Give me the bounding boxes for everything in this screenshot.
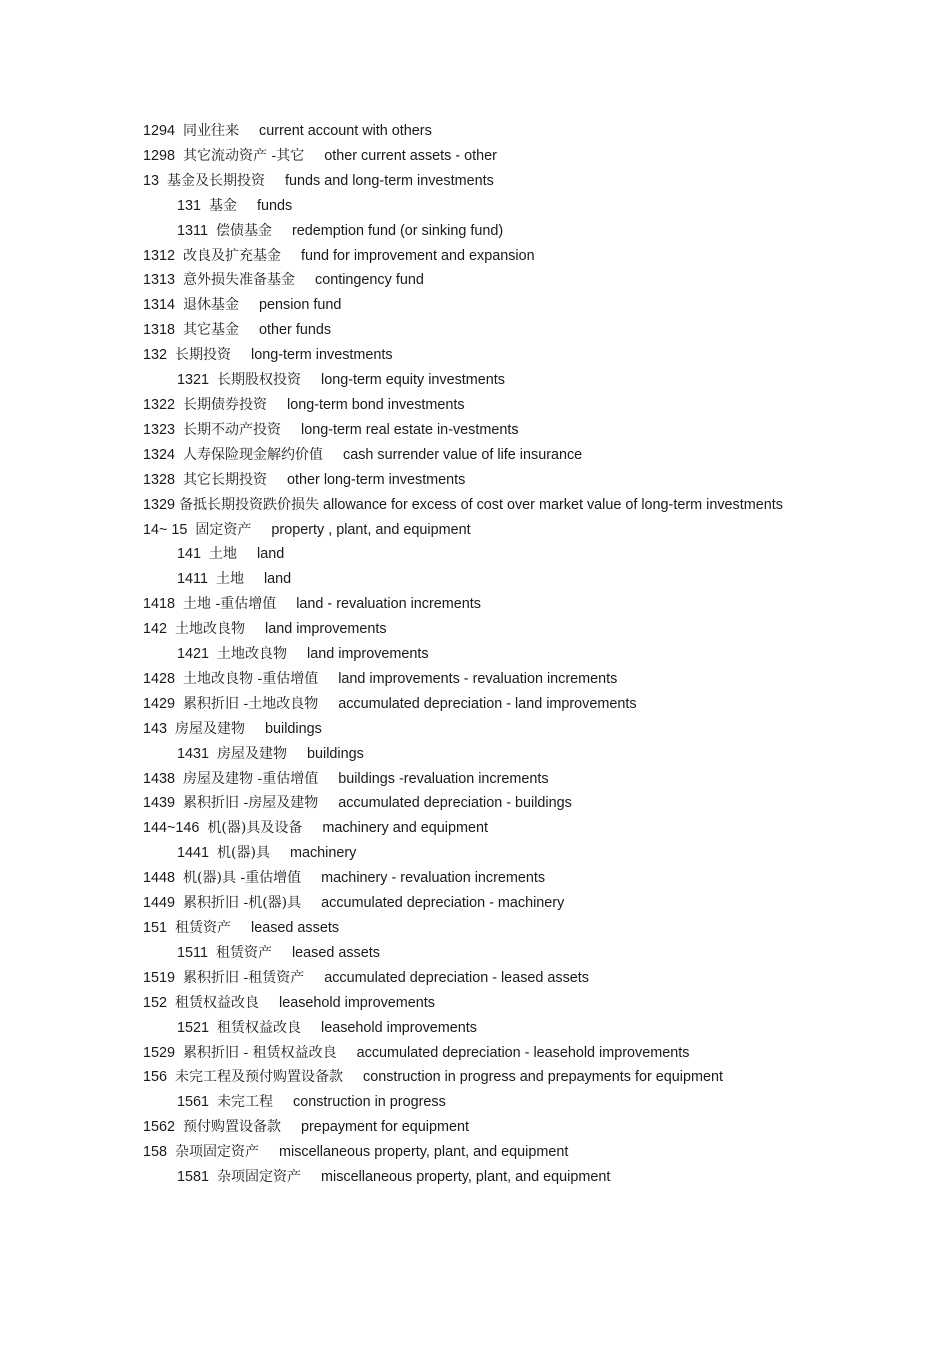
account-name-english: long-term bond investments <box>287 396 465 413</box>
account-name-chinese: 土地改良物 <box>175 621 246 638</box>
account-name-chinese: 房屋及建物 <box>175 720 246 737</box>
account-name-chinese: 未完工程及预付购置设备款 <box>175 1069 344 1086</box>
account-code: 1298 <box>143 147 176 164</box>
account-code: 156 <box>143 1069 168 1086</box>
account-name-chinese: 长期投资 <box>175 347 232 364</box>
account-code: 151 <box>143 920 168 936</box>
account-name-chinese: 固定资产 <box>195 521 252 538</box>
account-name-english: other current assets - other <box>324 147 497 164</box>
account-name-chinese: 机(器)具 <box>217 845 270 862</box>
account-name-english: miscellaneous property, plant, and equipment <box>279 1144 569 1161</box>
account-name-english: funds and long-term investments <box>285 172 494 189</box>
account-code: 1581 <box>177 1169 210 1186</box>
account-name-chinese: 长期股权投资 <box>217 372 302 389</box>
account-name-english: long-term equity investments <box>321 372 505 389</box>
account-name-english: long-term investments <box>251 347 393 364</box>
account-name-chinese: 土地改良物 <box>217 646 288 663</box>
account-entry <box>143 717 833 742</box>
account-code-list <box>143 119 833 1190</box>
account-code: 1313 <box>143 272 176 289</box>
account-entry <box>143 368 833 393</box>
account-code: 1329 <box>143 496 176 513</box>
account-code: 1511 <box>177 944 208 961</box>
account-name-chinese: 偿债基金 <box>215 222 272 239</box>
account-name-english: leased assets <box>291 944 380 961</box>
account-name-chinese: 杂项固定资产 <box>175 1144 260 1161</box>
account-code: 1322 <box>143 396 176 413</box>
account-code: 1438 <box>143 770 176 787</box>
account-code: 141 <box>177 546 202 563</box>
account-code: 131 <box>177 197 202 214</box>
account-code: 1324 <box>143 446 176 463</box>
account-entry <box>143 343 833 368</box>
account-name-english: machinery and equipment <box>322 820 488 837</box>
account-name-chinese: 预付购置设备款 <box>183 1119 282 1136</box>
account-code: 1441 <box>177 845 210 862</box>
account-entry <box>143 742 833 767</box>
account-entry <box>143 219 833 244</box>
account-code: 1519 <box>143 969 176 986</box>
account-entry <box>143 916 833 941</box>
account-entry <box>143 941 833 966</box>
account-code: 1312 <box>143 247 176 264</box>
account-name-english: current account with others <box>259 123 432 139</box>
account-name-english: buildings <box>307 745 364 762</box>
account-name-chinese: 未完工程 <box>217 1094 274 1111</box>
account-name-chinese: 基金 <box>209 197 238 214</box>
account-entry <box>143 244 833 269</box>
account-entry <box>143 318 833 343</box>
account-code: 1431 <box>177 745 210 762</box>
account-name-chinese: 同业往来 <box>183 123 240 139</box>
account-name-english: machinery <box>289 845 357 862</box>
account-name-chinese: 租赁资产 <box>215 944 272 961</box>
account-name-chinese: 意外损失准备基金 <box>183 272 296 289</box>
account-name-english: cash surrender value of life insurance <box>343 446 583 463</box>
account-name-english: fund for improvement and expansion <box>301 247 535 264</box>
account-code: 1311 <box>177 222 208 239</box>
account-code: 1323 <box>143 421 176 438</box>
account-name-english: accumulated depreciation - leasehold improvements <box>356 1044 690 1061</box>
account-entry <box>143 767 833 792</box>
account-entry <box>143 991 833 1016</box>
account-name-english: contingency fund <box>315 272 424 289</box>
account-code: 1328 <box>143 471 176 488</box>
account-code: 1321 <box>177 372 210 389</box>
account-entry <box>143 1065 833 1090</box>
account-code: 1562 <box>143 1119 176 1136</box>
account-code: 1561 <box>177 1094 210 1111</box>
account-name-chinese: 累积折旧 - 租赁权益改良 <box>183 1044 337 1061</box>
account-code: 1449 <box>143 895 176 912</box>
account-name-english: property , plant, and equipment <box>271 521 471 538</box>
account-code: 1418 <box>143 596 176 613</box>
account-name-chinese: 机(器)具 -重估增值 <box>183 870 302 887</box>
account-name-chinese: 长期债券投资 <box>183 396 268 413</box>
account-entry <box>143 642 833 667</box>
account-code: 1448 <box>143 870 176 887</box>
account-name-english: land improvements <box>307 646 429 663</box>
account-name-english: construction in progress <box>293 1094 446 1111</box>
account-entry <box>143 542 833 567</box>
account-name-chinese: 累积折旧 -土地改良物 <box>183 695 319 712</box>
account-name-english: redemption fund (or sinking fund) <box>291 222 504 239</box>
account-name-chinese: 其它基金 <box>183 322 240 339</box>
account-entry <box>143 1165 833 1190</box>
account-entry <box>143 866 833 891</box>
account-code: 1529 <box>143 1044 176 1061</box>
account-entry <box>143 816 833 841</box>
account-entry <box>143 119 833 144</box>
account-entry <box>143 1140 833 1165</box>
account-name-english: buildings -revaluation increments <box>338 770 549 787</box>
account-code: 1421 <box>177 646 210 663</box>
account-name-english: buildings <box>265 720 322 737</box>
account-entry <box>143 443 833 468</box>
account-code: 143 <box>143 720 168 737</box>
account-entry <box>143 841 833 866</box>
account-entry <box>143 592 833 617</box>
account-entry <box>143 268 833 293</box>
account-code: 1318 <box>143 322 176 339</box>
account-name-chinese: 其它流动资产 -其它 <box>183 147 305 164</box>
account-name-english: other long-term investments <box>287 471 466 488</box>
account-entry <box>143 518 833 543</box>
account-name-chinese: 杂项固定资产 <box>217 1169 302 1186</box>
account-name-english: leasehold improvements <box>321 1019 477 1036</box>
account-entry <box>143 1041 833 1066</box>
account-code: 158 <box>143 1144 168 1161</box>
account-entry <box>143 667 833 692</box>
account-code: 1439 <box>143 795 176 812</box>
account-name-chinese: 租赁权益改良 <box>217 1019 302 1036</box>
account-name-english: accumulated depreciation - buildings <box>338 795 572 812</box>
account-code: 14~ 15 <box>143 521 188 538</box>
account-name-chinese: 土地改良物 -重估增值 <box>183 670 319 687</box>
account-name-chinese: 备抵长期投资跌价损失 <box>179 496 320 513</box>
account-entry <box>143 169 833 194</box>
account-name-english: accumulated depreciation - machinery <box>321 895 565 912</box>
account-name-english: land - revaluation increments <box>296 596 481 613</box>
account-entry <box>143 393 833 418</box>
account-entry <box>143 293 833 318</box>
account-entry <box>143 617 833 642</box>
account-entry <box>143 791 833 816</box>
account-name-chinese: 其它长期投资 <box>183 471 268 488</box>
account-name-english: long-term real estate in-vestments <box>301 421 519 438</box>
account-name-chinese: 房屋及建物 -重估增值 <box>183 770 319 787</box>
account-name-english: pension fund <box>259 297 342 314</box>
account-name-chinese: 改良及扩充基金 <box>183 247 282 264</box>
account-entry <box>143 194 833 219</box>
account-name-chinese: 累积折旧 -机(器)具 <box>183 895 302 912</box>
account-entry <box>143 418 833 443</box>
account-code: 1294 <box>143 123 176 139</box>
account-code: 1429 <box>143 695 176 712</box>
account-name-english: leasehold improvements <box>279 994 435 1011</box>
account-name-english: land <box>257 546 285 563</box>
account-name-english: accumulated depreciation - land improvements <box>338 695 637 712</box>
account-name-english: land improvements <box>265 621 387 638</box>
account-name-english: construction in progress and prepayments for equipment <box>363 1069 723 1086</box>
account-name-english: land <box>263 571 292 588</box>
account-name-english: prepayment for equipment <box>301 1119 470 1136</box>
account-entry <box>143 468 833 493</box>
account-name-english: funds <box>257 197 293 214</box>
account-name-english: other funds <box>259 322 332 339</box>
account-name-chinese: 租赁资产 <box>175 920 232 936</box>
account-code: 13 <box>143 172 160 189</box>
account-entry <box>143 1016 833 1041</box>
account-name-chinese: 退休基金 <box>183 297 240 314</box>
account-entry <box>143 144 833 169</box>
account-name-english: allowance for excess of cost over market value of long-term investments <box>323 496 783 513</box>
account-name-chinese: 土地 <box>209 546 238 563</box>
account-name-chinese: 累积折旧 -房屋及建物 <box>183 795 319 812</box>
account-name-english: accumulated depreciation - leased assets <box>324 969 589 986</box>
account-name-english: machinery - revaluation increments <box>321 870 546 887</box>
account-name-chinese: 累积折旧 -租赁资产 <box>183 969 305 986</box>
account-code: 132 <box>143 347 168 364</box>
account-code: 1411 <box>177 571 208 588</box>
account-entry <box>143 1115 833 1140</box>
account-code: 152 <box>143 994 168 1011</box>
account-name-english: land improvements - revaluation increments <box>338 670 618 687</box>
account-entry <box>143 1090 833 1115</box>
account-entry <box>143 891 833 916</box>
account-code: 144~146 <box>143 820 200 837</box>
account-name-chinese: 租赁权益改良 <box>175 994 260 1011</box>
account-entry <box>143 567 833 592</box>
account-name-chinese: 长期不动产投资 <box>183 421 282 438</box>
account-code: 1521 <box>177 1019 210 1036</box>
account-entry <box>143 692 833 717</box>
account-entry <box>143 493 833 518</box>
account-name-english: miscellaneous property, plant, and equipment <box>321 1169 611 1186</box>
account-code: 1428 <box>143 670 176 687</box>
account-name-chinese: 机(器)具及设备 <box>207 820 303 837</box>
account-name-chinese: 基金及长期投资 <box>167 172 266 189</box>
account-entry <box>143 966 833 991</box>
account-name-chinese: 房屋及建物 <box>217 745 288 762</box>
account-name-chinese: 土地 <box>215 571 244 588</box>
account-name-chinese: 人寿保险现金解约价值 <box>183 446 324 463</box>
account-name-english: leased assets <box>251 920 340 936</box>
account-name-chinese: 土地 -重估增值 <box>183 596 277 613</box>
account-code: 1314 <box>143 297 176 314</box>
account-code: 142 <box>143 621 168 638</box>
